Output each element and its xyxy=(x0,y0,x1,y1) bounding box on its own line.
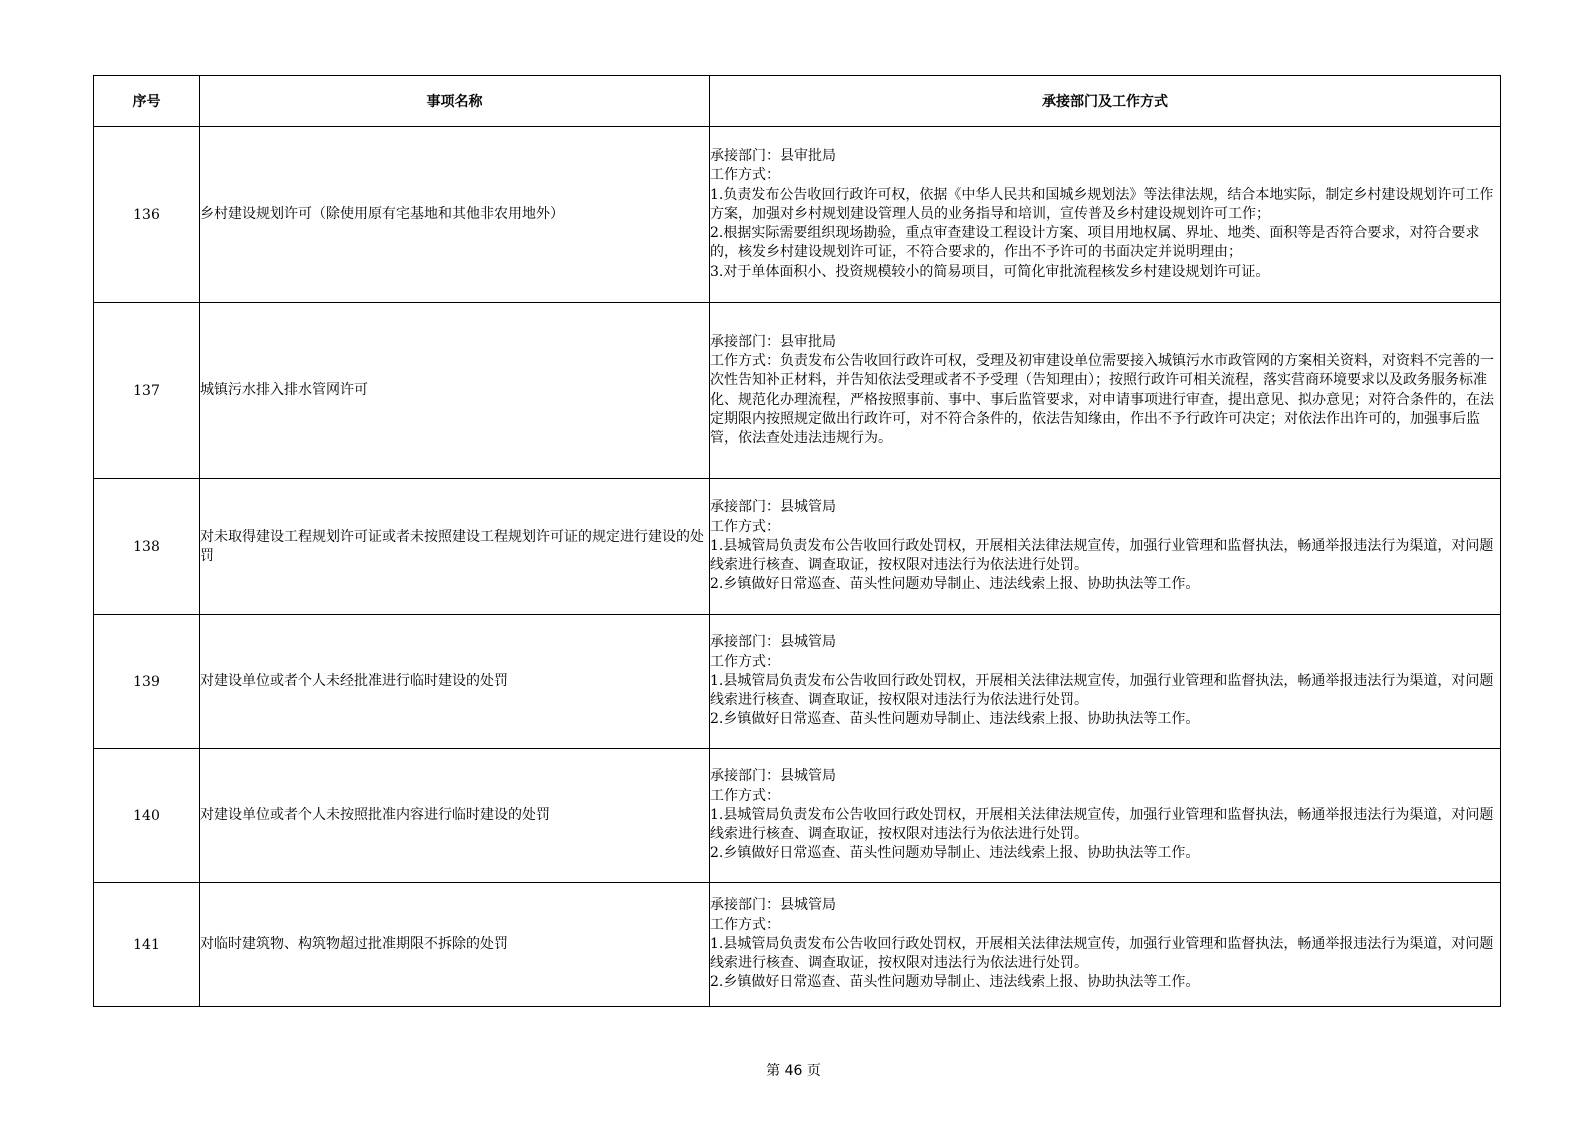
header-item-name: 事项名称 xyxy=(200,76,710,127)
dept-line: 承接部门：县城管局 xyxy=(710,768,836,785)
dept-line: 1.负责发布公告收回行政许可权，依据《中华人民共和国城乡规划法》等法律法规，结合本地实际，制定乡村建设规划许可工作方案，加强对乡村规划建设管理人员的业务指导和培训，宣传普及乡村建设规划许可工作； xyxy=(710,186,1494,222)
dept-line: 1.县城管局负责发布公告收回行政处罚权，开展相关法律法规宣传，加强行业管理和监督执法，畅通举报违法行为渠道，对问题线索进行核查、调查取证，按权限对违法行为依法进行处罚。 xyxy=(710,537,1494,574)
dept-line: 承接部门：县审批局 xyxy=(710,148,836,165)
items-table xyxy=(93,75,1501,1007)
item-name-cell: 对未取得建设工程规划许可证或者未按照建设工程规划许可证的规定进行建设的处罚 xyxy=(200,479,710,615)
item-name-cell: 对建设单位或者个人未经批准进行临时建设的处罚 xyxy=(200,615,710,749)
dept-line: 2.乡镇做好日常巡查、苗头性问题劝导制止、违法线索上报、协助执法等工作。 xyxy=(710,974,1200,991)
dept-line: 2.乡镇做好日常巡查、苗头性问题劝导制止、违法线索上报、协助执法等工作。 xyxy=(710,711,1200,728)
dept-line: 工作方式： xyxy=(710,653,780,670)
dept-line: 工作方式：负责发布公告收回行政许可权，受理及初审建设单位需要接入城镇污水市政管网的方案相关资料，对资料不完善的一次性告知补正材料，并告知依法受理或者不予受理（告知理由）；按照行政许可相关流程，落实营商环境要求以及政务服务标准化、规范化办理流程，严格按照事前、事中、事后监管要求，对申请事项进行审查，提出意见、拟办意见；对符合条件的，在法定期限内按照规定做出行政许可，对不符合条件的，依法告知缘由，作出不予行政许可决定；对依法作出许可的，加强事后监管，依法查处违法违规行为。 xyxy=(710,353,1494,446)
dept-line: 工作方式： xyxy=(710,787,780,804)
table-row xyxy=(94,615,1501,749)
dept-line: 承接部门：县城管局 xyxy=(710,634,836,651)
header-department-method: 承接部门及工作方式 xyxy=(710,76,1501,127)
table-row xyxy=(94,749,1501,883)
department-method-cell xyxy=(710,479,1501,615)
dept-line: 2.根据实际需要组织现场勘验，重点审查建设工程设计方案、项目用地权属、界址、地类、面积等是否符合要求，对符合要求的，核发乡村建设规划许可证，不符合要求的，作出不予许可的书面决定并说明理由； xyxy=(710,225,1480,261)
item-name-cell: 对建设单位或者个人未按照批准内容进行临时建设的处罚 xyxy=(200,749,710,883)
dept-line: 工作方式： xyxy=(710,518,780,535)
serial-cell: 137 xyxy=(94,303,200,479)
item-name-cell: 乡村建设规划许可（除使用原有宅基地和其他非农用地外） xyxy=(200,127,710,303)
table-row xyxy=(94,883,1501,1007)
header-row xyxy=(94,76,1501,127)
page-number: 第 46 页 xyxy=(766,1063,821,1079)
item-name-cell: 对临时建筑物、构筑物超过批准期限不拆除的处罚 xyxy=(200,883,710,1007)
department-method-cell xyxy=(710,749,1501,883)
serial-cell: 140 xyxy=(94,749,200,883)
dept-line: 承接部门：县城管局 xyxy=(710,897,836,914)
dept-line: 工作方式： xyxy=(710,916,780,933)
serial-cell: 139 xyxy=(94,615,200,749)
table-row xyxy=(94,303,1501,479)
dept-line: 3.对于单体面积小、投资规模较小的简易项目，可简化审批流程核发乡村建设规划许可证。 xyxy=(710,263,1270,280)
serial-cell: 138 xyxy=(94,479,200,615)
department-method-cell xyxy=(710,615,1501,749)
serial-cell: 141 xyxy=(94,883,200,1007)
dept-line: 承接部门：县审批局 xyxy=(710,333,836,350)
department-method-cell xyxy=(710,883,1501,1007)
dept-line: 2.乡镇做好日常巡查、苗头性问题劝导制止、违法线索上报、协助执法等工作。 xyxy=(710,845,1200,862)
department-method-cell xyxy=(710,127,1501,303)
table-body xyxy=(94,127,1501,1007)
dept-line: 1.县城管局负责发布公告收回行政处罚权，开展相关法律法规宣传，加强行业管理和监督执法，畅通举报违法行为渠道，对问题线索进行核查、调查取证，按权限对违法行为依法进行处罚。 xyxy=(710,806,1494,843)
dept-line: 承接部门：县城管局 xyxy=(710,499,836,516)
dept-line: 工作方式： xyxy=(710,167,780,184)
serial-cell: 136 xyxy=(94,127,200,303)
header-serial: 序号 xyxy=(94,76,200,127)
item-name-cell: 城镇污水排入排水管网许可 xyxy=(200,303,710,479)
dept-line: 2.乡镇做好日常巡查、苗头性问题劝导制止、违法线索上报、协助执法等工作。 xyxy=(710,576,1200,593)
dept-line: 1.县城管局负责发布公告收回行政处罚权，开展相关法律法规宣传，加强行业管理和监督执法，畅通举报违法行为渠道，对问题线索进行核查、调查取证，按权限对违法行为依法进行处罚。 xyxy=(710,672,1494,709)
table-row xyxy=(94,127,1501,303)
table-row xyxy=(94,479,1501,615)
dept-line: 1.县城管局负责发布公告收回行政处罚权，开展相关法律法规宣传，加强行业管理和监督执法，畅通举报违法行为渠道，对问题线索进行核查、调查取证，按权限对违法行为依法进行处罚。 xyxy=(710,935,1494,972)
department-method-cell xyxy=(710,303,1501,479)
